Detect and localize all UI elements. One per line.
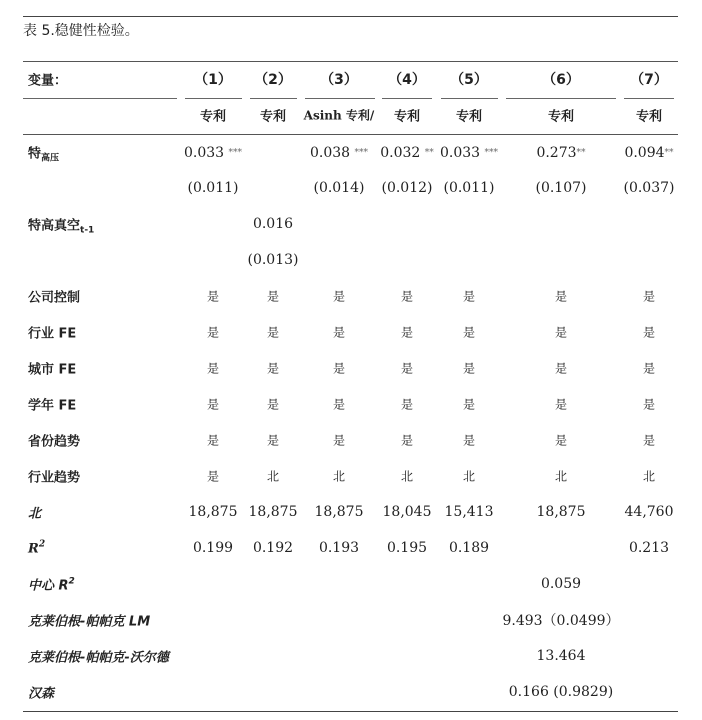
control-indicator: 是 bbox=[554, 289, 568, 304]
col7-underline bbox=[624, 98, 674, 99]
r2-3: 0.193 bbox=[318, 540, 360, 556]
table-caption: 表 5.稳健性检验。 bbox=[23, 23, 139, 39]
control-indicator: 是 bbox=[642, 361, 656, 376]
control-indicator: 是 bbox=[642, 433, 656, 448]
n-3: 18,875 bbox=[314, 504, 364, 520]
se-lag-2: (0.013) bbox=[247, 252, 299, 268]
r2-4: 0.195 bbox=[386, 540, 428, 556]
kp-wald-6: 13.464 bbox=[536, 648, 586, 664]
control-indicator: 北 bbox=[400, 469, 414, 484]
col-header-5: （5） bbox=[450, 72, 488, 88]
dep-var-1: 专利 bbox=[199, 109, 227, 125]
control-indicator: 是 bbox=[554, 361, 568, 376]
coef-4: 0.032 ** bbox=[380, 145, 434, 161]
kp-lm-6: 9.493（0.0499） bbox=[502, 613, 620, 629]
control-indicator: 是 bbox=[462, 433, 476, 448]
col3-underline bbox=[305, 98, 375, 99]
col-header-4: （4） bbox=[388, 72, 426, 88]
control-indicator: 是 bbox=[266, 289, 280, 304]
se-5: (0.011) bbox=[443, 180, 495, 196]
dep-var-3: Asinh 专利/ bbox=[303, 108, 375, 123]
dep-var-5: 专利 bbox=[455, 109, 483, 125]
r2-5: 0.189 bbox=[448, 540, 490, 556]
centered-r2-6: 0.059 bbox=[540, 576, 582, 592]
col-header-1: （1） bbox=[194, 72, 232, 88]
col6-underline bbox=[506, 98, 616, 99]
control-indicator: 是 bbox=[642, 397, 656, 412]
control-indicator: 是 bbox=[400, 289, 414, 304]
control-indicator: 是 bbox=[462, 397, 476, 412]
coef-1: 0.033 *** bbox=[183, 145, 243, 161]
control-indicator: 北 bbox=[642, 469, 656, 484]
table-bottom-rule bbox=[23, 711, 678, 712]
control-row-label: 行业趋势 bbox=[28, 470, 81, 486]
dep-var-6: 专利 bbox=[547, 109, 575, 125]
control-indicator: 是 bbox=[642, 289, 656, 304]
col-header-7: （7） bbox=[630, 72, 668, 88]
row-label-uhv: 特$_{高压}$ bbox=[28, 146, 60, 164]
control-indicator: 是 bbox=[554, 433, 568, 448]
control-indicator: 是 bbox=[462, 325, 476, 340]
control-row-label: 省份趋势 bbox=[28, 434, 81, 450]
control-indicator: 是 bbox=[332, 397, 346, 412]
se-1: (0.011) bbox=[187, 180, 239, 196]
se-3: (0.014) bbox=[313, 180, 365, 196]
var-underline bbox=[23, 98, 177, 99]
col4-underline bbox=[382, 98, 432, 99]
control-row-label: 城市 FE bbox=[28, 362, 77, 378]
col5-underline bbox=[441, 98, 498, 99]
col-header-3: （3） bbox=[320, 72, 358, 88]
hansen-6: 0.166 (0.9829) bbox=[508, 684, 614, 700]
r2-1: 0.199 bbox=[192, 540, 234, 556]
n-6: 18,875 bbox=[536, 504, 586, 520]
control-indicator: 是 bbox=[400, 325, 414, 340]
control-indicator: 是 bbox=[266, 433, 280, 448]
col1-underline bbox=[185, 98, 242, 99]
control-indicator: 是 bbox=[400, 397, 414, 412]
col2-underline bbox=[250, 98, 297, 99]
coef-7: 0.094** bbox=[624, 145, 674, 161]
control-indicator: 是 bbox=[332, 325, 346, 340]
row-label-kp-wald: 克莱伯根-帕帕克-沃尔德 bbox=[28, 650, 169, 666]
n-5: 15,413 bbox=[444, 504, 494, 520]
table-header-bottom-rule bbox=[23, 134, 678, 135]
control-indicator: 是 bbox=[206, 433, 220, 448]
coef-5: 0.033 *** bbox=[439, 145, 499, 161]
se-6: (0.107) bbox=[535, 180, 587, 196]
r2-2: 0.192 bbox=[252, 540, 294, 556]
dep-var-4: 专利 bbox=[393, 109, 421, 125]
coef-lag-2: 0.016 bbox=[252, 216, 294, 232]
row-label-hansen: 汉森 bbox=[28, 686, 55, 702]
coef-6: 0.273** bbox=[536, 145, 586, 161]
control-indicator: 是 bbox=[462, 289, 476, 304]
control-indicator: 是 bbox=[642, 325, 656, 340]
dep-var-2: 专利 bbox=[259, 109, 287, 125]
row-label-kp-lm: 克莱伯根-帕帕克 LM bbox=[28, 614, 151, 630]
row-label-n: 北 bbox=[28, 506, 42, 522]
control-indicator: 是 bbox=[206, 469, 220, 484]
control-indicator: 北 bbox=[332, 469, 346, 484]
n-4: 18,045 bbox=[382, 504, 432, 520]
control-indicator: 是 bbox=[206, 325, 220, 340]
control-indicator: 是 bbox=[206, 361, 220, 376]
se-4: (0.012) bbox=[381, 180, 433, 196]
control-indicator: 是 bbox=[332, 289, 346, 304]
control-indicator: 是 bbox=[400, 361, 414, 376]
se-7: (0.037) bbox=[623, 180, 675, 196]
n-1: 18,875 bbox=[188, 504, 238, 520]
row-label-r2: $R^2$ bbox=[28, 539, 46, 557]
control-indicator: 是 bbox=[266, 361, 280, 376]
control-indicator: 北 bbox=[554, 469, 568, 484]
row-label-uhv-lag: 特高真空$_{t-1}$ bbox=[28, 218, 95, 236]
control-row-label: 行业 FE bbox=[28, 326, 77, 342]
control-indicator: 是 bbox=[332, 361, 346, 376]
r2-7: 0.213 bbox=[628, 540, 670, 556]
table-header-rule bbox=[23, 61, 678, 62]
control-row-label: 公司控制 bbox=[28, 290, 81, 306]
coef-3: 0.038 *** bbox=[309, 145, 369, 161]
control-indicator: 是 bbox=[266, 325, 280, 340]
control-indicator: 是 bbox=[332, 433, 346, 448]
control-row-label: 学年 FE bbox=[28, 398, 77, 414]
control-indicator: 是 bbox=[462, 361, 476, 376]
control-indicator: 是 bbox=[206, 397, 220, 412]
control-indicator: 是 bbox=[206, 289, 220, 304]
n-2: 18,875 bbox=[248, 504, 298, 520]
col-header-6: （6） bbox=[542, 72, 580, 88]
control-indicator: 北 bbox=[462, 469, 476, 484]
variable-header: 变量： bbox=[28, 73, 68, 89]
row-label-centered-r2: 中心 $R^2$ bbox=[28, 576, 75, 594]
control-indicator: 是 bbox=[266, 397, 280, 412]
col-header-2: （2） bbox=[254, 72, 292, 88]
control-indicator: 北 bbox=[266, 469, 280, 484]
control-indicator: 是 bbox=[554, 325, 568, 340]
control-indicator: 是 bbox=[554, 397, 568, 412]
n-7: 44,760 bbox=[624, 504, 674, 520]
table-top-rule bbox=[23, 16, 678, 17]
dep-var-7: 专利 bbox=[635, 109, 663, 125]
control-indicator: 是 bbox=[400, 433, 414, 448]
